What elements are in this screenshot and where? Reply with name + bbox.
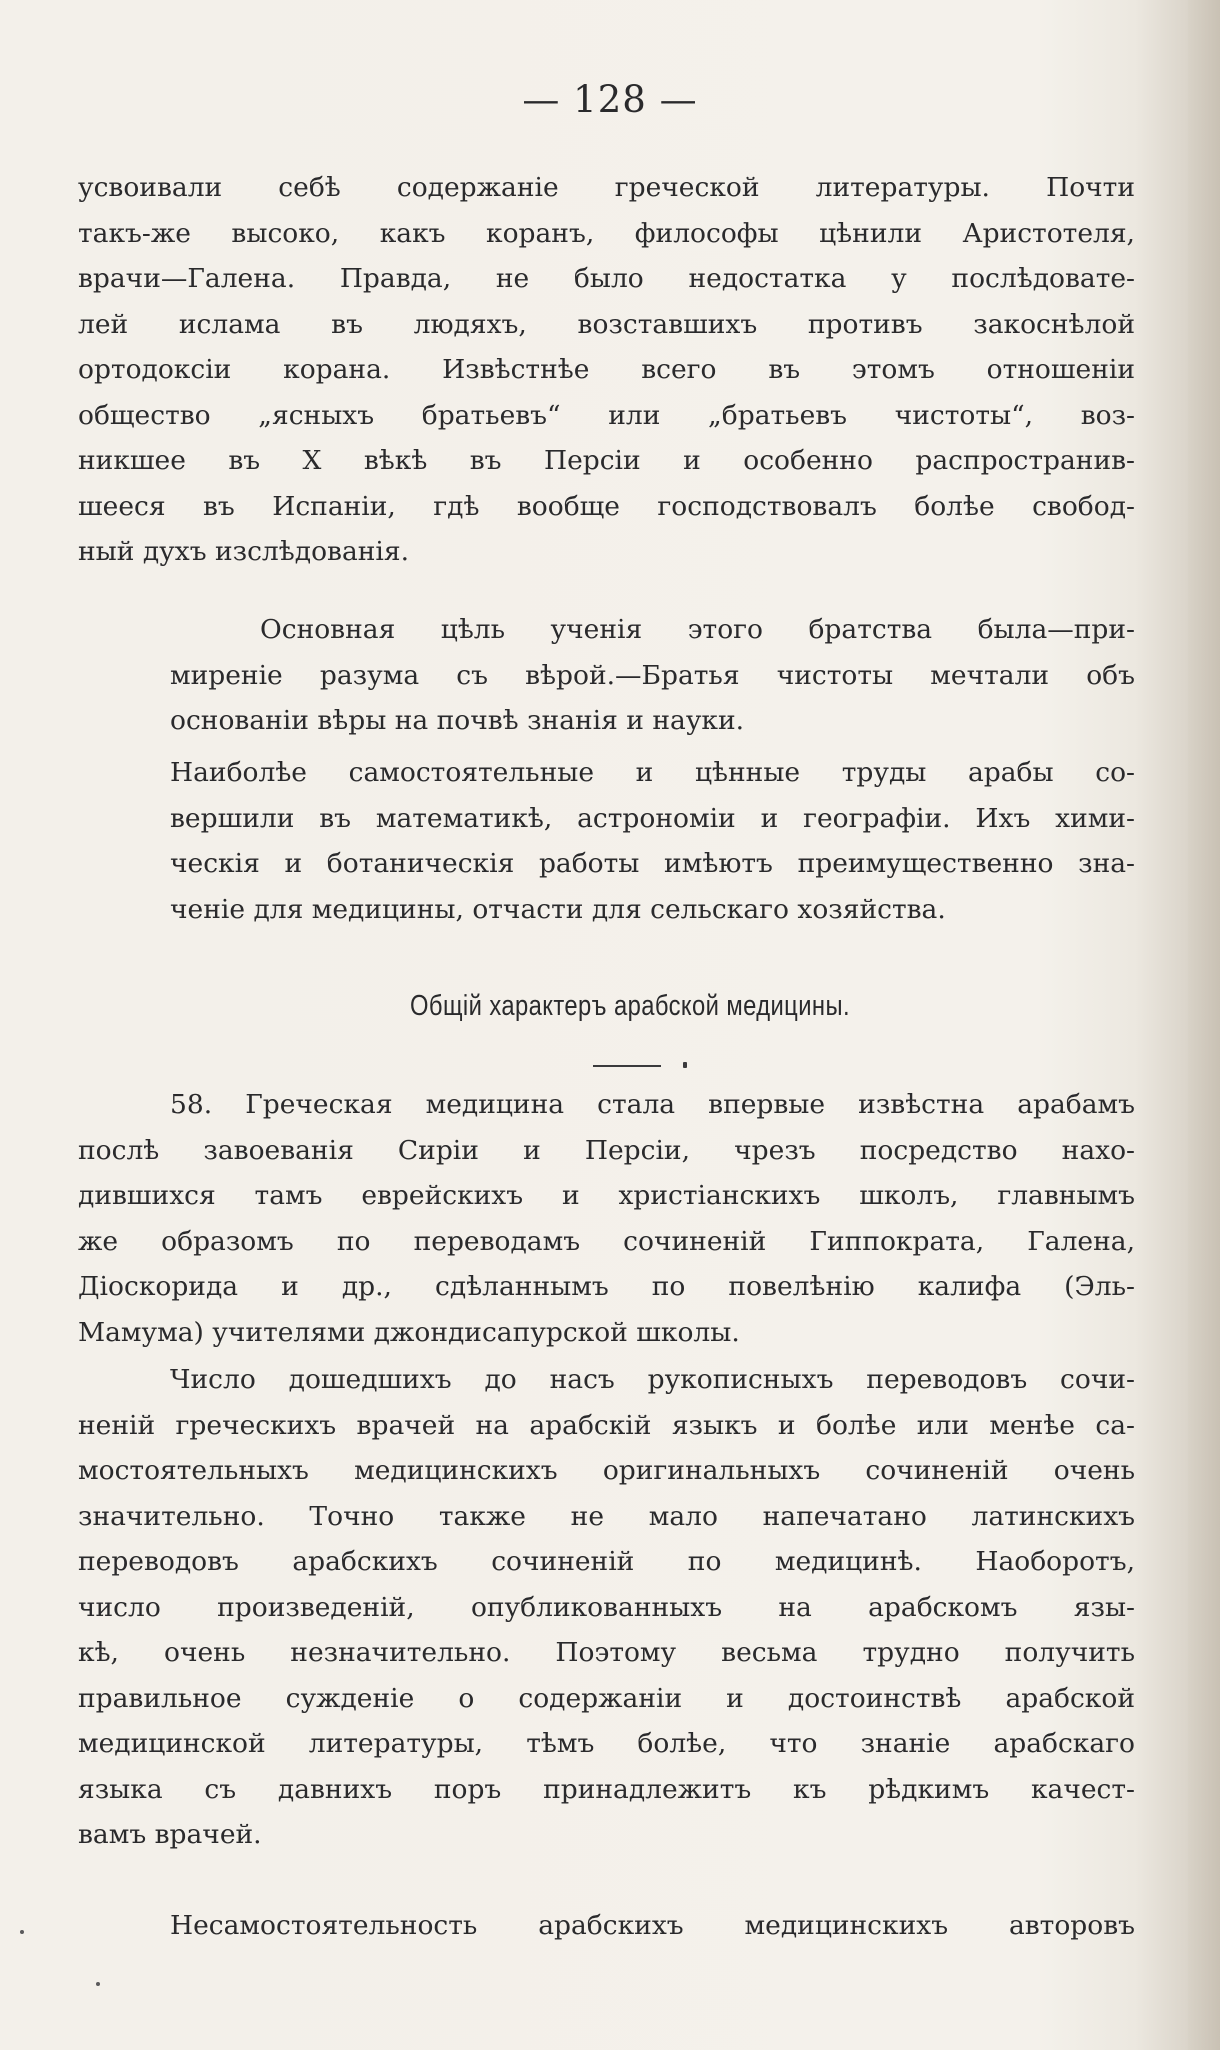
paragraph-5 <box>78 1357 1135 1858</box>
text-line: вамъ врачей. <box>78 1819 262 1850</box>
text-line: переводовъ арабскихъ сочиненій по медицинѣ. Наоборотъ, <box>78 1546 1135 1577</box>
text-line: кѣ, очень незначительно. Поэтому весьма трудно получить <box>78 1637 1135 1668</box>
book-spine-shadow <box>1188 0 1220 2050</box>
paragraph-3 <box>170 750 1135 932</box>
text-line: Діоскорида и др., сдѣланнымъ по повелѣнію калифа (Эль- <box>78 1271 1135 1302</box>
text-line: число произведеній, опубликованныхъ на арабскомъ язы- <box>78 1591 1135 1623</box>
text-line: Число дошедшихъ до насъ рукописныхъ переводовъ сочи- <box>170 1364 1135 1395</box>
paragraph-1 <box>78 165 1135 575</box>
text-line: врачи—Галена. Правда, не было недостатка у послѣдовате- <box>78 263 1135 294</box>
text-line: миреніе разума съ вѣрой.—Братья чистоты мечтали объ <box>170 659 1135 691</box>
paragraph-4 <box>78 1082 1135 1355</box>
page-number: — 128 — <box>522 78 698 121</box>
text-line: ченіе для медицины, отчасти для сельскаго хозяйства. <box>170 893 946 925</box>
text-line: ный духъ изслѣдованія. <box>78 536 410 567</box>
text-line: дившихся тамъ еврейскихъ и христіанскихъ школъ, главнымъ <box>78 1180 1135 1211</box>
text-line: такъ-же высоко, какъ коранъ, философы цѣнили Аристотеля, <box>78 217 1135 249</box>
text-line: языка съ давнихъ поръ принадлежитъ къ рѣдкимъ качест- <box>78 1773 1135 1805</box>
text-line: Мамума) учителями джондисапурской школы. <box>78 1316 740 1348</box>
text-line: правильное сужденіе о содержаніи и достоинствѣ арабской <box>78 1682 1135 1714</box>
heading-divider <box>593 1065 661 1067</box>
text-line: никшее въ X вѣкѣ въ Персіи и особенно распространив- <box>78 445 1135 476</box>
text-line: ческія и ботаническія работы имѣютъ преимущественно зна- <box>170 848 1135 879</box>
text-line: основаніи вѣры на почвѣ знанія и науки. <box>170 705 745 736</box>
text-line: медицинской литературы, тѣмъ болѣе, что знаніе арабскаго <box>78 1728 1135 1759</box>
text-line: Наиболѣе самостоятельные и цѣнные труды арабы со- <box>170 757 1135 788</box>
section-heading: Общій характеръ арабской медицины. <box>410 990 850 1022</box>
paragraph-2 <box>170 607 1135 744</box>
text-line: неній греческихъ врачей на арабскій языкъ и болѣе или менѣе са- <box>78 1409 1135 1441</box>
text-line: же образомъ по переводамъ сочиненій Гиппократа, Галена, <box>78 1225 1135 1257</box>
text-line: ортодоксіи корана. Извѣстнѣе всего въ этомъ отношеніи <box>78 354 1135 385</box>
scan-speck <box>96 1982 100 1986</box>
text-line: Основная цѣль ученія этого братства была—при- <box>260 614 1135 645</box>
text-line: лей ислама въ людяхъ, возставшихъ противъ закоснѣлой <box>78 308 1135 340</box>
text-line: общество „ясныхъ братьевъ“ или „братьевъ чистоты“, воз- <box>78 399 1135 431</box>
scan-speck <box>20 1930 24 1934</box>
text-line: усвоивали себѣ содержаніе греческой литературы. Почти <box>78 172 1135 203</box>
heading-divider-dot <box>683 1062 687 1068</box>
text-line: вершили въ математикѣ, астрономіи и географіи. Ихъ хими- <box>170 802 1135 834</box>
text-line: Несамостоятельность арабскихъ медицинскихъ авторовъ <box>170 1910 1135 1941</box>
text-line: шееся въ Испаніи, гдѣ вообще господствовалъ болѣе свобод- <box>78 490 1135 522</box>
text-line: послѣ завоеванія Сиріи и Персіи, чрезъ посредство нахо- <box>78 1134 1135 1166</box>
text-line: значительно. Точно также не мало напечатано латинскихъ <box>78 1500 1135 1532</box>
paragraph-6 <box>78 1903 1135 1949</box>
text-line: мостоятельныхъ медицинскихъ оригинальныхъ сочиненій очень <box>78 1455 1135 1486</box>
text-line: 58. Греческая медицина стала впервые извѣстна арабамъ <box>170 1089 1135 1120</box>
